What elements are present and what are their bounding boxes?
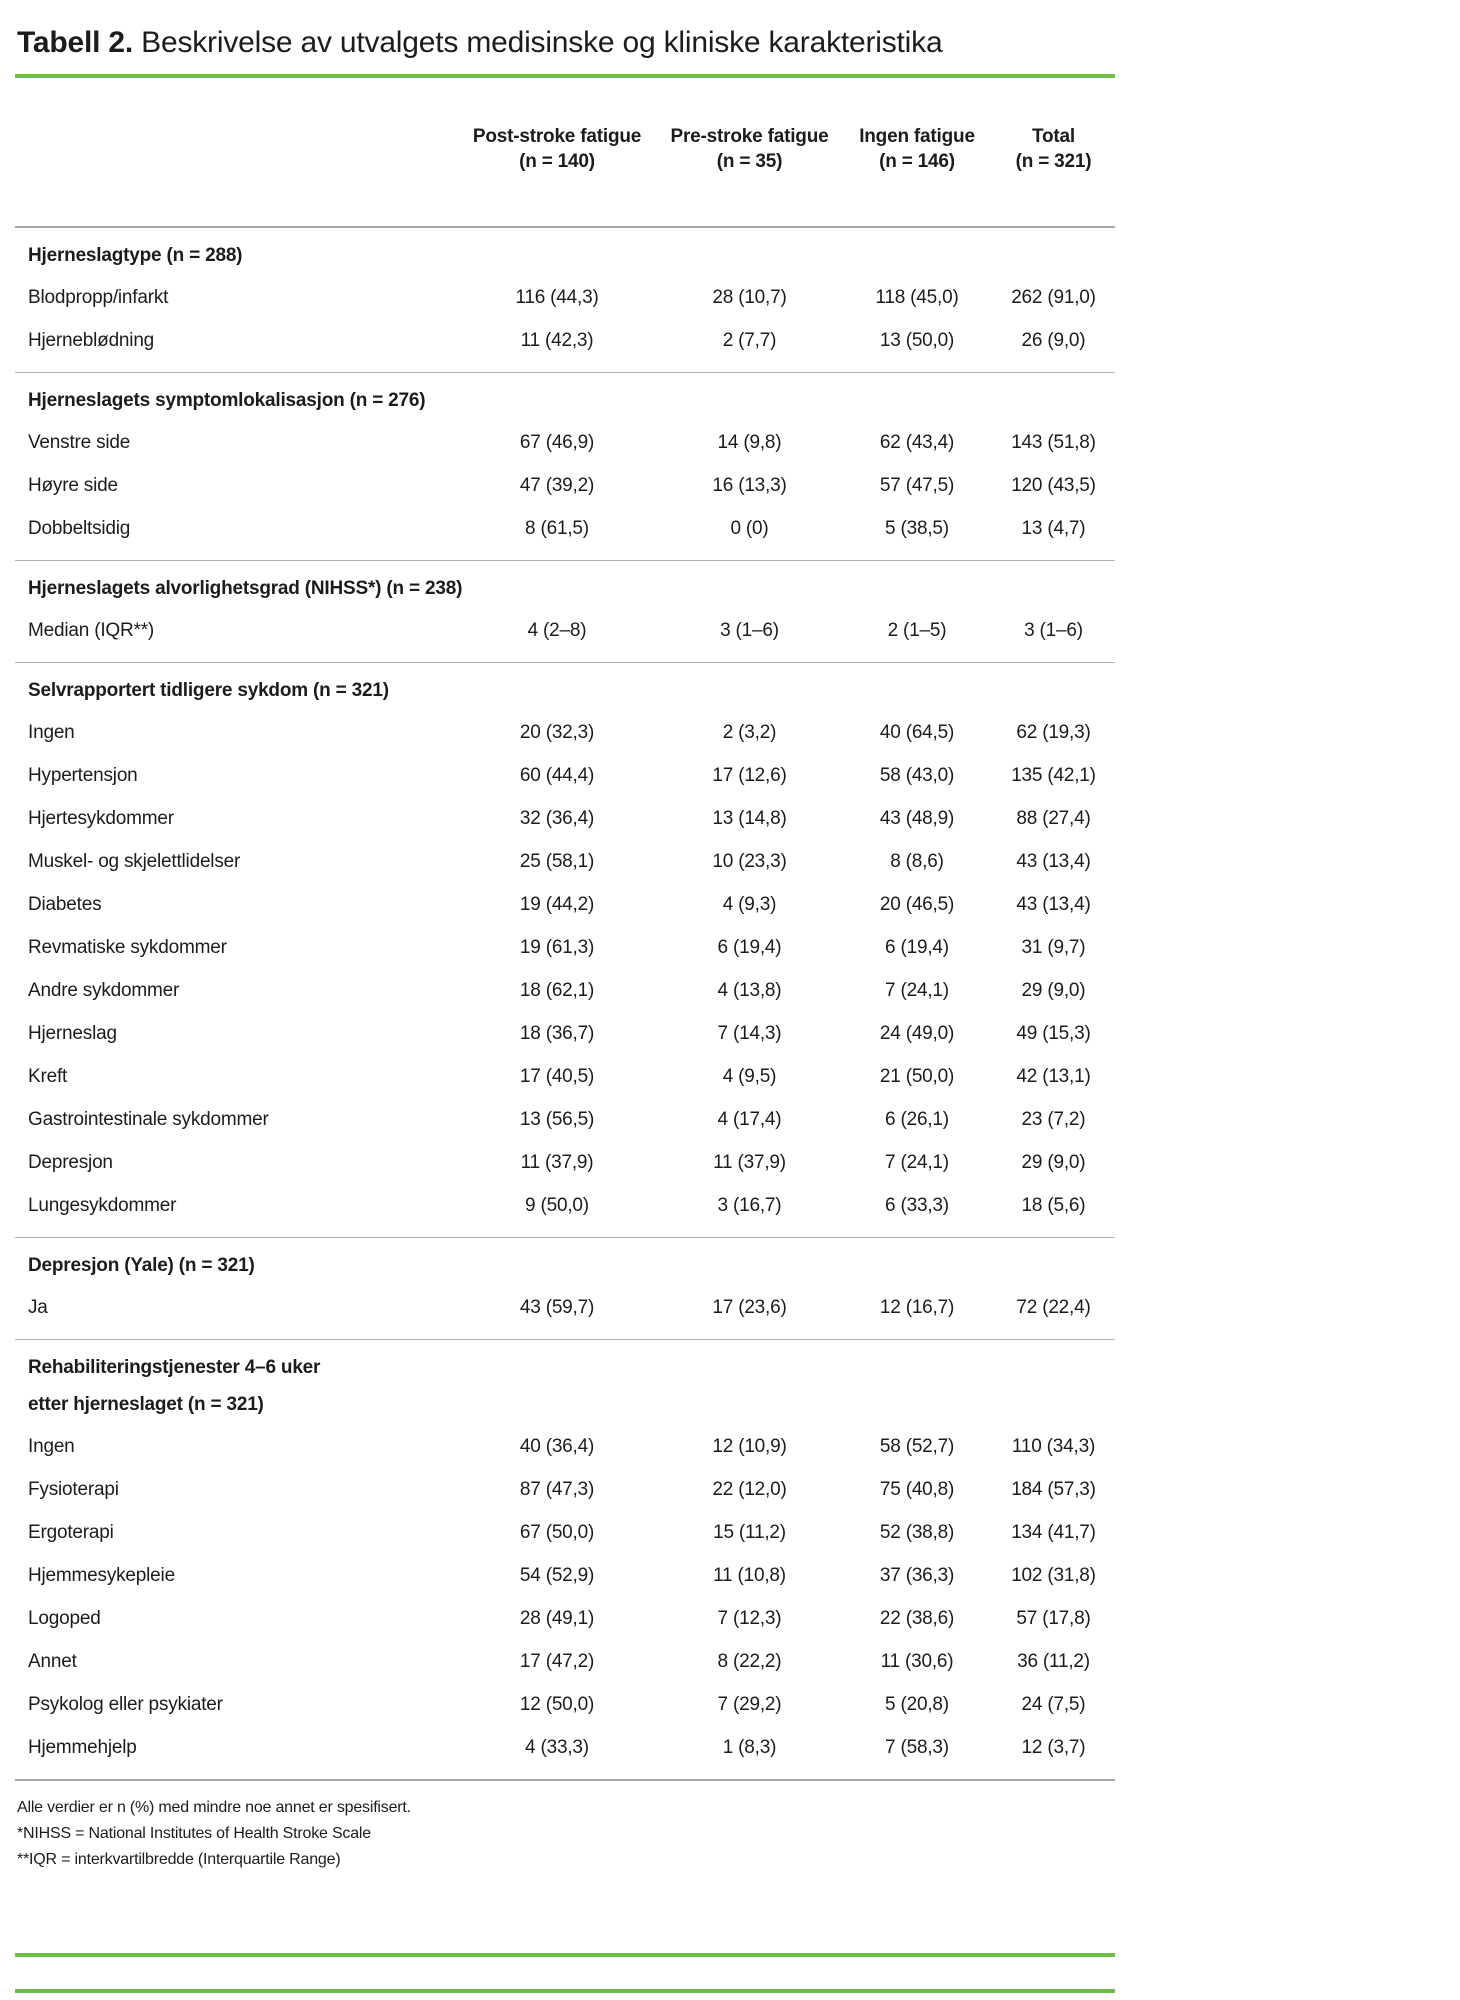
- table-row: [15, 1468, 1115, 1511]
- row-value: 8 (8,6): [890, 850, 944, 872]
- row-value: 12 (50,0): [519, 1693, 595, 1715]
- table-section: [15, 372, 1115, 560]
- row-value: 5 (38,5): [885, 517, 949, 539]
- row-value: 6 (33,3): [885, 1194, 949, 1216]
- row-label: Diabetes: [28, 893, 102, 915]
- column-header-ingen-fatigue: [842, 124, 992, 174]
- row-label: Ingen: [28, 721, 75, 743]
- table-row: [15, 1511, 1115, 1554]
- row-value: 23 (7,2): [1021, 1108, 1086, 1130]
- row-value: 19 (61,3): [519, 936, 595, 958]
- row-value: 8 (22,2): [717, 1650, 782, 1672]
- table-row: [15, 1286, 1115, 1329]
- row-value: 184 (57,3): [1011, 1478, 1096, 1500]
- row-value: 20 (32,3): [519, 721, 595, 743]
- section-header: [15, 570, 1115, 607]
- column-header-total: [992, 124, 1115, 174]
- table-body: [15, 228, 1115, 1781]
- row-label: Høyre side: [28, 474, 118, 496]
- row-value: 17 (47,2): [519, 1650, 595, 1672]
- row-value: 7 (24,1): [885, 979, 949, 1001]
- table-row: [15, 840, 1115, 883]
- table-row: [15, 276, 1115, 319]
- row-label: Gastrointestinale sykdommer: [28, 1108, 269, 1130]
- table-row: [15, 1597, 1115, 1640]
- table-section: [15, 560, 1115, 662]
- section-header: [15, 237, 1115, 274]
- row-value: 135 (42,1): [1011, 764, 1096, 786]
- section-header: [15, 382, 1115, 419]
- row-label: Fysioterapi: [28, 1478, 119, 1500]
- row-value: 12 (10,9): [712, 1435, 787, 1457]
- bottom-divider-1: [15, 1953, 1115, 1957]
- row-value: 11 (10,8): [713, 1564, 786, 1586]
- row-value: 54 (52,9): [519, 1564, 595, 1586]
- row-label: Kreft: [28, 1065, 68, 1087]
- row-value: 4 (2–8): [527, 619, 587, 641]
- column-header-line1: Post-stroke fatigue: [472, 126, 642, 147]
- row-value: 134 (41,7): [1011, 1521, 1096, 1543]
- row-value: 6 (19,4): [717, 936, 782, 958]
- row-value: 43 (48,9): [879, 807, 955, 829]
- section-header-line: Hjerneslagets alvorlighetsgrad (NIHSS*) (n = 238): [28, 578, 463, 599]
- row-value: 6 (19,4): [885, 936, 949, 958]
- row-label: Ja: [28, 1296, 48, 1318]
- row-value: 88 (27,4): [1016, 807, 1091, 829]
- row-value: 15 (11,2): [713, 1521, 786, 1543]
- row-value: 57 (47,5): [879, 474, 955, 496]
- row-value: 58 (43,0): [879, 764, 955, 786]
- row-value: 22 (12,0): [712, 1478, 787, 1500]
- column-header-line1: Total: [1032, 126, 1075, 147]
- row-value: 75 (40,8): [879, 1478, 955, 1500]
- table-row: [15, 1012, 1115, 1055]
- table-section: [15, 1237, 1115, 1339]
- column-header-row: [15, 124, 1115, 228]
- row-value: 58 (52,7): [879, 1435, 955, 1457]
- row-value: 6 (26,1): [885, 1108, 949, 1130]
- row-label: Hjemmehjelp: [28, 1736, 137, 1758]
- row-value: 16 (13,3): [712, 474, 787, 496]
- row-value: 11 (30,6): [880, 1650, 954, 1672]
- column-header-line2: (n = 321): [1015, 151, 1092, 172]
- row-value: 102 (31,8): [1011, 1564, 1096, 1586]
- row-value: 11 (42,3): [520, 329, 594, 351]
- row-value: 87 (47,3): [519, 1478, 595, 1500]
- row-value: 24 (49,0): [879, 1022, 955, 1044]
- section-header: [15, 1247, 1115, 1284]
- table-section: [15, 1339, 1115, 1779]
- row-value: 1 (8,3): [722, 1736, 777, 1758]
- row-value: 0 (0): [730, 517, 769, 539]
- row-value: 4 (13,8): [717, 979, 782, 1001]
- row-value: 3 (16,7): [717, 1194, 782, 1216]
- row-value: 8 (61,5): [525, 517, 589, 539]
- row-value: 19 (44,2): [519, 893, 595, 915]
- bottom-rules: [15, 1953, 1115, 1993]
- row-value: 42 (13,1): [1016, 1065, 1091, 1087]
- table-row: [15, 609, 1115, 652]
- column-header-line2: (n = 35): [716, 151, 783, 172]
- row-value: 29 (9,0): [1021, 1151, 1086, 1173]
- row-label: Venstre side: [28, 431, 131, 453]
- row-value: 43 (13,4): [1016, 850, 1091, 872]
- row-label: Psykolog eller psykiater: [28, 1693, 223, 1715]
- table-figure: [15, 26, 1115, 1873]
- row-value: 47 (39,2): [519, 474, 595, 496]
- section-header-line: Hjerneslagtype (n = 288): [28, 245, 243, 266]
- title-divider: [15, 74, 1115, 78]
- table-row: [15, 1683, 1115, 1726]
- row-value: 12 (3,7): [1021, 1736, 1086, 1758]
- table-row: [15, 1554, 1115, 1597]
- row-value: 31 (9,7): [1021, 936, 1086, 958]
- row-value: 2 (7,7): [722, 329, 777, 351]
- table-row: [15, 1726, 1115, 1769]
- table-section: [15, 228, 1115, 372]
- table-row: [15, 883, 1115, 926]
- row-value: 13 (56,5): [519, 1108, 595, 1130]
- row-value: 67 (50,0): [519, 1521, 595, 1543]
- row-label: Muskel- og skjelettlidelser: [28, 850, 241, 872]
- table-title: [17, 26, 1115, 60]
- row-value: 25 (58,1): [519, 850, 595, 872]
- row-value: 2 (1–5): [887, 619, 947, 641]
- row-value: 72 (22,4): [1016, 1296, 1091, 1318]
- row-value: 11 (37,9): [520, 1151, 594, 1173]
- row-value: 110 (34,3): [1011, 1435, 1096, 1457]
- column-header-line1: Ingen fatigue: [859, 126, 975, 147]
- row-label: Annet: [28, 1650, 77, 1672]
- row-label: Depresjon: [28, 1151, 113, 1173]
- row-value: 120 (43,5): [1011, 474, 1096, 496]
- row-value: 43 (59,7): [519, 1296, 595, 1318]
- row-value: 17 (40,5): [519, 1065, 595, 1087]
- row-value: 5 (20,8): [885, 1693, 949, 1715]
- row-value: 116 (44,3): [515, 286, 599, 308]
- table-row: [15, 711, 1115, 754]
- row-value: 49 (15,3): [1016, 1022, 1091, 1044]
- table-row: [15, 507, 1115, 550]
- row-value: 22 (38,6): [879, 1607, 955, 1629]
- row-value: 143 (51,8): [1011, 431, 1096, 453]
- row-label: Dobbeltsidig: [28, 517, 131, 539]
- row-label: Revmatiske sykdommer: [28, 936, 227, 958]
- column-header-line2: (n = 146): [879, 151, 955, 172]
- row-value: 14 (9,8): [717, 431, 782, 453]
- row-value: 4 (9,5): [722, 1065, 777, 1087]
- row-label: Hjemmesykepleie: [28, 1564, 175, 1586]
- section-header-line: Selvrapportert tidligere sykdom (n = 321): [28, 680, 389, 701]
- row-value: 17 (23,6): [712, 1296, 787, 1318]
- row-value: 10 (23,3): [712, 850, 787, 872]
- row-value: 62 (43,4): [879, 431, 955, 453]
- row-value: 11 (37,9): [713, 1151, 786, 1173]
- row-label: Blodpropp/infarkt: [28, 286, 169, 308]
- table-row: [15, 1098, 1115, 1141]
- row-label: Hypertensjon: [28, 764, 138, 786]
- row-value: 57 (17,8): [1016, 1607, 1091, 1629]
- row-value: 13 (50,0): [879, 329, 955, 351]
- row-label: Ingen: [28, 1435, 75, 1457]
- row-value: 118 (45,0): [875, 286, 959, 308]
- row-label: Hjerneslag: [28, 1022, 117, 1044]
- row-value: 18 (5,6): [1021, 1194, 1086, 1216]
- row-value: 67 (46,9): [519, 431, 595, 453]
- row-value: 24 (7,5): [1021, 1693, 1086, 1715]
- section-header-line: Rehabiliteringstjenester 4–6 uker: [28, 1357, 321, 1378]
- row-value: 36 (11,2): [1017, 1650, 1090, 1672]
- section-header-line: Depresjon (Yale) (n = 321): [28, 1255, 255, 1276]
- column-header-post-stroke: [457, 124, 657, 174]
- row-label: Logoped: [28, 1607, 101, 1629]
- row-value: 29 (9,0): [1021, 979, 1086, 1001]
- row-value: 3 (1–6): [1024, 619, 1083, 641]
- table-number: Tabell 2.: [17, 26, 134, 59]
- row-value: 9 (50,0): [525, 1194, 589, 1216]
- row-label: Lungesykdommer: [28, 1194, 177, 1216]
- section-header: [15, 1349, 1115, 1423]
- row-value: 7 (29,2): [717, 1693, 782, 1715]
- row-value: 7 (24,1): [885, 1151, 949, 1173]
- table-row: [15, 319, 1115, 362]
- row-value: 7 (58,3): [885, 1736, 949, 1758]
- table-row: [15, 1640, 1115, 1683]
- row-value: 40 (64,5): [879, 721, 955, 743]
- row-value: 18 (36,7): [519, 1022, 595, 1044]
- row-label: Median (IQR**): [28, 619, 155, 641]
- row-value: 52 (38,8): [879, 1521, 955, 1543]
- table-row: [15, 1425, 1115, 1468]
- row-value: 60 (44,4): [519, 764, 595, 786]
- row-value: 13 (4,7): [1021, 517, 1086, 539]
- table-caption: Beskrivelse av utvalgets medisinske og kliniske karakteristika: [133, 26, 943, 59]
- row-value: 4 (17,4): [717, 1108, 782, 1130]
- row-value: 3 (1–6): [720, 619, 779, 641]
- table-row: [15, 1184, 1115, 1227]
- row-label: Ergoterapi: [28, 1521, 114, 1543]
- row-value: 40 (36,4): [519, 1435, 595, 1457]
- row-label: Hjertesykdommer: [28, 807, 174, 829]
- row-value: 32 (36,4): [519, 807, 595, 829]
- row-value: 262 (91,0): [1011, 286, 1096, 308]
- footnote-values: Alle verdier er n (%) med mindre noe annet er spesifisert.: [17, 1799, 411, 1816]
- row-value: 28 (49,1): [519, 1607, 595, 1629]
- section-header: [15, 672, 1115, 709]
- table-row: [15, 754, 1115, 797]
- row-label: Hjerneblødning: [28, 329, 155, 351]
- row-value: 21 (50,0): [879, 1065, 955, 1087]
- table-section: [15, 662, 1115, 1237]
- section-header-line: Hjerneslagets symptomlokalisasjon (n = 276): [28, 390, 426, 411]
- row-value: 13 (14,8): [712, 807, 787, 829]
- row-value: 7 (12,3): [717, 1607, 782, 1629]
- row-label: Andre sykdommer: [28, 979, 180, 1001]
- table-row: [15, 926, 1115, 969]
- row-value: 43 (13,4): [1016, 893, 1091, 915]
- column-header-line2: (n = 140): [519, 151, 595, 172]
- footnote-nihss: *NIHSS = National Institutes of Health Stroke Scale: [17, 1825, 371, 1842]
- row-value: 37 (36,3): [879, 1564, 955, 1586]
- column-header-line1: Pre-stroke fatigue: [670, 126, 829, 147]
- row-value: 4 (9,3): [722, 893, 777, 915]
- row-value: 7 (14,3): [717, 1022, 782, 1044]
- row-value: 62 (19,3): [1016, 721, 1091, 743]
- row-value: 12 (16,7): [879, 1296, 955, 1318]
- row-value: 2 (3,2): [722, 721, 777, 743]
- row-value: 18 (62,1): [519, 979, 595, 1001]
- row-value: 26 (9,0): [1021, 329, 1086, 351]
- table-row: [15, 969, 1115, 1012]
- table-row: [15, 797, 1115, 840]
- table-row: [15, 1055, 1115, 1098]
- row-value: 28 (10,7): [712, 286, 787, 308]
- row-value: 20 (46,5): [879, 893, 955, 915]
- section-header-line: etter hjerneslaget (n = 321): [28, 1394, 264, 1415]
- table-row: [15, 421, 1115, 464]
- bottom-divider-2: [15, 1989, 1115, 1993]
- table-row: [15, 464, 1115, 507]
- row-value: 4 (33,3): [525, 1736, 589, 1758]
- footnote-iqr: **IQR = interkvartilbredde (Interquartile Range): [17, 1851, 341, 1868]
- footnotes: [17, 1795, 1115, 1873]
- row-value: 17 (12,6): [712, 764, 787, 786]
- table-row: [15, 1141, 1115, 1184]
- column-header-pre-stroke: [657, 124, 842, 174]
